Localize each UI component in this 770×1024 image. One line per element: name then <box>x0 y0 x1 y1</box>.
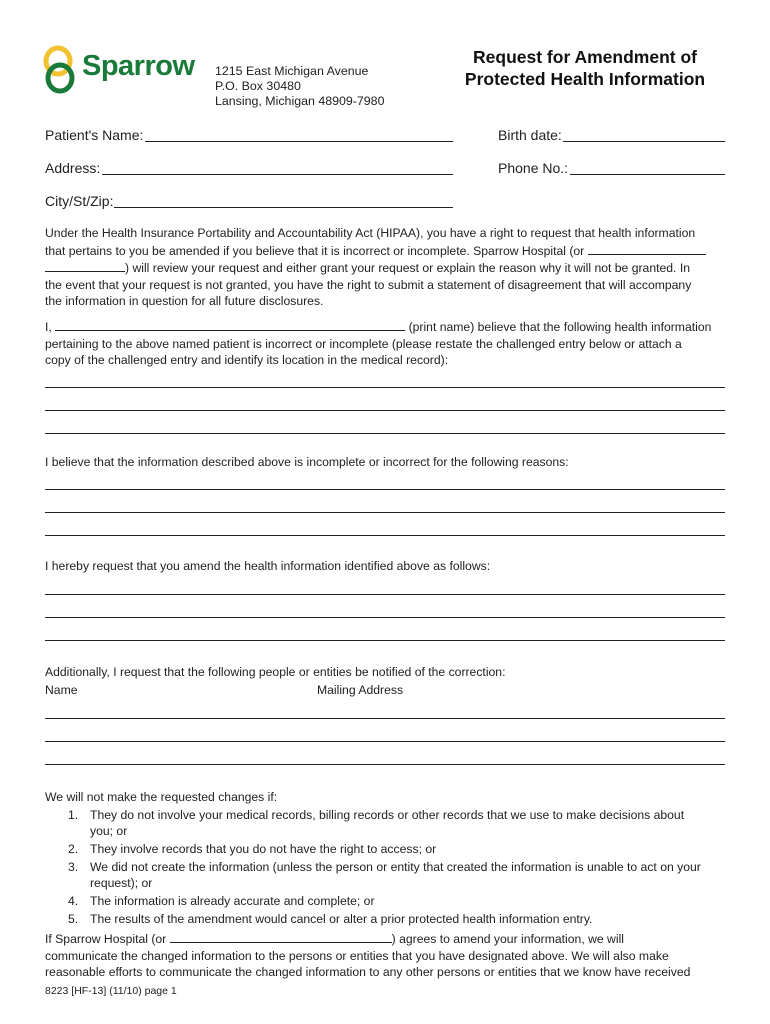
challenged-entry-line[interactable] <box>45 410 725 411</box>
amendment-designee-field[interactable] <box>170 930 392 943</box>
reasons-label: I believe that the information described above is incomplete or incorrect for the following reasons: <box>45 455 569 469</box>
address-line: 1215 East Michigan Avenue <box>215 64 369 78</box>
city-field[interactable] <box>114 207 453 208</box>
list-item <box>68 911 592 927</box>
paragraph-text: I, <box>45 320 52 334</box>
list-item <box>68 807 684 823</box>
paragraph-line <box>45 930 735 948</box>
challenged-entry-line[interactable] <box>45 433 725 434</box>
notify-line[interactable] <box>45 741 725 742</box>
list-item-continuation: you; or <box>90 824 128 838</box>
form-footer: 8223 [HF-13] (11/10) page 1 <box>45 985 177 997</box>
form-title <box>440 46 730 90</box>
phone-field[interactable] <box>570 174 725 175</box>
list-number: 1. <box>68 808 79 822</box>
print-name-field[interactable] <box>55 318 405 331</box>
paragraph-text: (print name) believe that the following health information <box>408 320 712 334</box>
mailing-address-column-header: Mailing Address <box>317 683 404 697</box>
hipaa-intro <box>45 225 735 310</box>
reasons-line[interactable] <box>45 535 725 536</box>
list-number: 5. <box>68 912 79 926</box>
reasons-line[interactable] <box>45 489 725 490</box>
list-item <box>68 859 701 875</box>
list-text: They do not involve your medical records, billing records or other records that we use to make decisions about <box>90 808 685 822</box>
amendment-line[interactable] <box>45 594 725 595</box>
amendment-line[interactable] <box>45 617 725 618</box>
list-item <box>68 841 436 857</box>
closing-paragraph <box>45 930 735 981</box>
paragraph-line <box>45 242 735 260</box>
form-title-line: Protected Health Information <box>464 69 706 89</box>
conditions-intro: We will not make the requested changes if: <box>45 790 278 804</box>
birth-date-label: Birth date: <box>498 127 562 143</box>
reasons-line[interactable] <box>45 512 725 513</box>
paragraph-line <box>45 259 735 277</box>
address-line: P.O. Box 30480 <box>215 79 301 93</box>
paragraph-line: copy of the challenged entry and identify its location in the medical record): <box>45 353 449 367</box>
notify-line[interactable] <box>45 718 725 719</box>
logo-wordmark: Sparrow <box>82 50 195 82</box>
amend-label: I hereby request that you amend the health information identified above as follows: <box>45 559 491 573</box>
phone-label: Phone No.: <box>498 160 569 176</box>
address-label: Address: <box>45 160 101 176</box>
challenged-entry-line[interactable] <box>45 387 725 388</box>
amendment-line[interactable] <box>45 640 725 641</box>
paragraph-line <box>45 318 735 336</box>
name-column-header: Name <box>45 683 78 697</box>
paragraph-line: communicate the changed information to the persons or entities that you have designated above. We will also make <box>45 948 669 963</box>
list-text: The results of the amendment would cancel or alter a prior protected health information entry. <box>90 912 593 926</box>
list-text: The information is already accurate and complete; or <box>90 894 375 908</box>
paragraph-text: ) agrees to amend your information, we will <box>391 932 624 946</box>
list-number: 3. <box>68 860 79 874</box>
sparrow-logo <box>42 44 195 96</box>
hospital-address <box>215 64 384 109</box>
paragraph-line: reasonable efforts to communicate the changed information to any other persons or entities that we know have received <box>45 965 691 979</box>
paragraph-line: Under the Health Insurance Portability and Accountability Act (HIPAA), you have a right to request that health information <box>45 226 696 240</box>
paragraph-line: the event that your request is not granted, you have the right to submit a statement of disagreement that will accompany <box>45 277 692 292</box>
paragraph-text: that pertains to you be amended if you believe that it is incorrect or incomplete. Sparrow Hospital (or <box>45 243 585 258</box>
list-item-continuation: request); or <box>90 876 153 890</box>
list-number: 2. <box>68 842 79 856</box>
city-label: City/St/Zip: <box>45 193 114 209</box>
hospital-designee-blank-cont[interactable] <box>45 259 125 272</box>
print-name-statement <box>45 318 735 369</box>
sparrow-logo-icon <box>42 44 78 96</box>
notify-label: Additionally, I request that the following people or entities be notified of the correction: <box>45 665 506 679</box>
list-text: We did not create the information (unless the person or entity that created the information is unable to act on your <box>90 860 701 874</box>
hospital-designee-blank[interactable] <box>588 242 706 255</box>
address-field[interactable] <box>102 174 453 175</box>
patient-name-field[interactable] <box>145 141 453 142</box>
form-title-line: Request for Amendment of <box>473 47 697 67</box>
paragraph-line: pertaining to the above named patient is incorrect or incomplete (please restate the challenged entry below or attach a <box>45 336 682 351</box>
list-text: They involve records that you do not have the right to access; or <box>90 842 437 856</box>
patient-name-label: Patient's Name: <box>45 127 144 143</box>
paragraph-line: the information in question for all future disclosures. <box>45 294 324 308</box>
list-number: 4. <box>68 894 79 908</box>
birth-date-field[interactable] <box>563 141 725 142</box>
paragraph-text: ) will review your request and either grant your request or explain the reason why it will not be granted. In <box>125 261 690 275</box>
list-item <box>68 893 375 909</box>
notify-line[interactable] <box>45 764 725 765</box>
address-line: Lansing, Michigan 48909-7980 <box>215 94 385 108</box>
paragraph-text: If Sparrow Hospital (or <box>45 932 167 946</box>
